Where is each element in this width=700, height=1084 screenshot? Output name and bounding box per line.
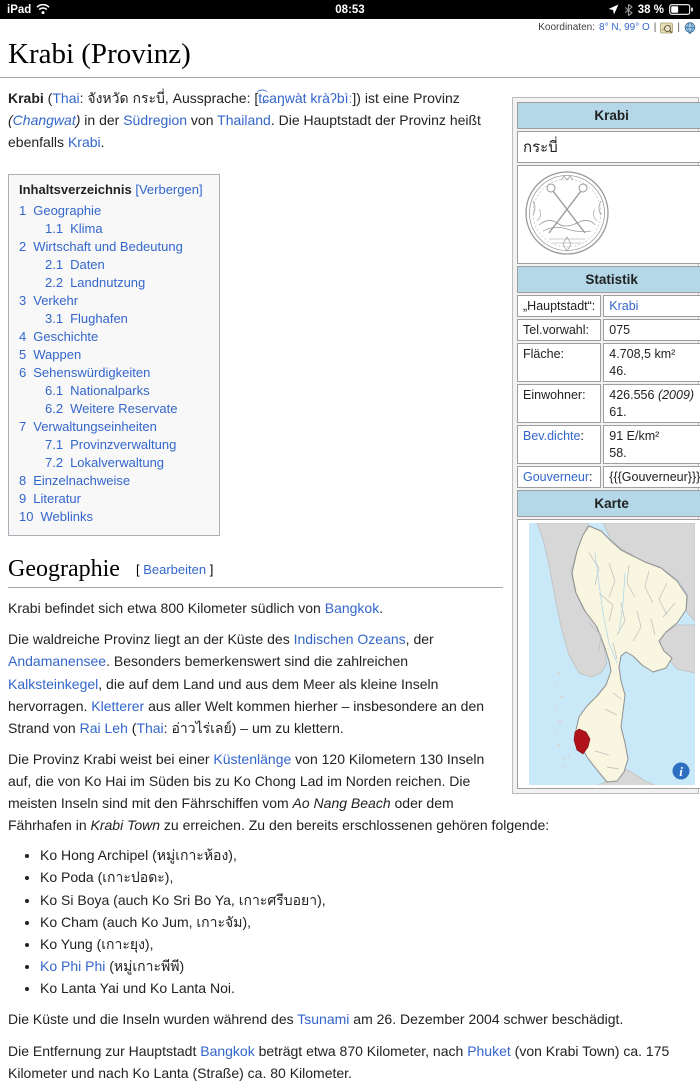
infobox-krabi xyxy=(512,97,699,794)
coordinates-bar xyxy=(0,19,700,34)
toc-toggle-link[interactable]: [Verbergen] xyxy=(135,182,203,198)
list-item: • Ko Hong Archipel (หมู่เกาะห้อง), xyxy=(40,845,694,865)
toc-item-nationalparks[interactable]: 6.1 Nationalparks xyxy=(45,383,150,399)
separator: | xyxy=(677,22,680,33)
table-row xyxy=(517,425,700,464)
stat-label: „Hauptstadt“: xyxy=(517,295,601,317)
toc-title: Inhaltsverzeichnis xyxy=(19,182,132,198)
stat-label: Tel.vorwahl: xyxy=(517,319,601,341)
coordinates-label: Koordinaten: xyxy=(538,22,595,33)
seal-of-krabi-image[interactable] xyxy=(523,169,611,257)
distances-paragraph: Die Entfernung zur Hauptstadt Bangkok beträgt etwa 870 Kilometer, nach Phuket (von Krabi Town) ca. 175 Kilometer und nach Ko Lanta (Straße) ca. 80 Kilometer. xyxy=(8,1042,670,1081)
table-row xyxy=(517,343,700,382)
page-title: Krabi (Provinz) xyxy=(8,38,191,70)
thailand-locator-map[interactable] xyxy=(529,523,695,785)
table-row xyxy=(517,295,700,317)
stat-value[interactable]: Krabi xyxy=(609,298,639,313)
stat-label: Einwohner: xyxy=(517,384,601,423)
geography-paragraph-3: Die Provinz Krabi weist bei einer Küstenlänge von 120 Kilometern 130 Inseln auf, die von Ko Hai im Süden bis zu Ko Chong Lad im Norden reichen. Die meisten Inseln sind mit den Fährschiffen vom Ao Nang Beach oder dem Fährhafen in Krabi Town zu erreichen. Zu den bereits erschlossenen gehören folgende: xyxy=(8,750,550,834)
title-underline xyxy=(0,36,700,78)
list-item: • Ko Cham (auch Ko Jum, เกาะจัม), xyxy=(40,912,694,932)
toc-item-flughafen[interactable]: 3.1 Flughafen xyxy=(45,311,128,327)
toc-item-wirtschaft[interactable]: 2 Wirtschaft und Bedeutung xyxy=(19,239,183,255)
stat-label: Fläche: xyxy=(517,343,601,382)
stat-value: 91 E/km² xyxy=(609,428,660,443)
toc-item-klima[interactable]: 1.1 Klima xyxy=(45,221,103,237)
toc-item-weblinks[interactable]: 10 Weblinks xyxy=(19,509,93,525)
toc-item-landnutzung[interactable]: 2.2 Landnutzung xyxy=(45,275,146,291)
list-item: • Ko Si Boya (auch Ko Sri Bo Ya, เกาะศรีบอยา), xyxy=(40,890,694,910)
edit-section-link[interactable]: [ Bearbeiten ] xyxy=(135,562,214,578)
geography-paragraph-2: Die waldreiche Provinz liegt an der Küste des Indischen Ozeans, der Andamanensee. Besonders bemerkenswert sind die zahlreichen Kalksteinkegel, die auf dem Land und aus dem Meer als kleine Inseln hervorragen. Kletterer aus aller Welt kommen hierher – insbesondere an den Strand von Rai Leh (Thai: อ่าวไร่เลย์) – um zu klettern. xyxy=(8,631,485,736)
list-item: • Ko Lanta Yai und Ko Lanta Noi. xyxy=(40,978,694,998)
list-item[interactable]: • Ko Phi Phi (หมู่เกาะพีพี) xyxy=(40,956,694,976)
table-row xyxy=(517,319,700,341)
section-heading-geographie xyxy=(8,556,503,588)
stat-value: 075 xyxy=(609,322,631,337)
table-row xyxy=(517,384,700,423)
toc-item-literatur[interactable]: 9 Literatur xyxy=(19,491,81,507)
status-time: 08:53 xyxy=(335,3,365,16)
section-title: Geographie xyxy=(8,556,120,583)
tsunami-paragraph: Die Küste und die Inseln wurden während des Tsunami am 26. Dezember 2004 schwer beschädigt. xyxy=(8,1011,624,1028)
stat-value: 426.556 (2009) xyxy=(609,387,695,402)
status-bar xyxy=(0,0,700,19)
toc-item-lokalverwaltung[interactable]: 7.2 Lokalverwaltung xyxy=(45,455,165,471)
table-of-contents xyxy=(8,174,220,536)
stat-rank: 46. xyxy=(609,363,627,378)
toc-item-geographie[interactable]: 1 Geographie xyxy=(19,203,102,219)
battery-percent: 38 % xyxy=(637,3,664,16)
separator: | xyxy=(653,22,657,33)
toc-item-daten[interactable]: 2.1 Daten xyxy=(45,257,105,273)
wifi-icon xyxy=(36,4,50,15)
stat-value: 4.708,5 km² xyxy=(609,346,676,361)
battery-icon xyxy=(669,4,693,15)
toc-item-wappen[interactable]: 5 Wappen xyxy=(19,347,82,363)
map-magnifier-icon[interactable] xyxy=(660,22,673,34)
stat-value: {{{Gouverneur}}} xyxy=(609,469,700,484)
device-label: iPad xyxy=(7,3,32,16)
infobox-native-name: กระบี่ xyxy=(517,131,700,163)
stat-rank: 61. xyxy=(609,404,627,419)
islands-list xyxy=(8,845,694,998)
infobox-title: Krabi xyxy=(517,102,700,129)
list-item: • Ko Poda (เกาะปอดะ), xyxy=(40,867,694,887)
table-row xyxy=(517,466,700,488)
toc-item-sehenswuerdigkeiten[interactable]: 6 Sehenswürdigkeiten xyxy=(19,365,151,381)
list-item: • Ko Yung (เกาะยุง), xyxy=(40,934,694,954)
intro-paragraph: Krabi (Thai: จังหวัด กระบี่, Aussprache: [t͡ɕaŋwàt kràʔbìː]) ist eine Provinz (Changwat) in der Südregion von Thailand. Die Hauptstadt der Provinz heißt ebenfalls Krabi. xyxy=(8,89,481,151)
toc-item-verkehr[interactable]: 3 Verkehr xyxy=(19,293,79,309)
toc-item-weitere-reservate[interactable]: 6.2 Weitere Reservate xyxy=(45,401,178,417)
location-arrow-icon xyxy=(608,4,619,15)
map-info-icon[interactable] xyxy=(672,762,689,779)
infobox-statistik-header: Statistik xyxy=(517,266,700,293)
svg-text:i: i xyxy=(678,763,683,779)
stat-label[interactable]: Bev.dichte: xyxy=(517,425,601,464)
infobox-karte-header: Karte xyxy=(517,490,700,517)
stat-label[interactable]: Gouverneur: xyxy=(517,466,601,488)
geography-paragraph-1: Krabi befindet sich etwa 800 Kilometer südlich von Bangkok. xyxy=(8,600,384,617)
coordinates-link[interactable]: 8° N, 99° O xyxy=(598,22,650,33)
bluetooth-icon xyxy=(624,4,633,16)
toc-item-geschichte[interactable]: 4 Geschichte xyxy=(19,329,99,345)
stat-rank: 58. xyxy=(609,445,627,460)
toc-item-verwaltungseinheiten[interactable]: 7 Verwaltungseinheiten xyxy=(19,419,157,435)
globe-icon[interactable] xyxy=(684,22,696,34)
toc-item-einzelnachweise[interactable]: 8 Einzelnachweise xyxy=(19,473,131,489)
toc-item-provinzverwaltung[interactable]: 7.1 Provinzverwaltung xyxy=(45,437,177,453)
